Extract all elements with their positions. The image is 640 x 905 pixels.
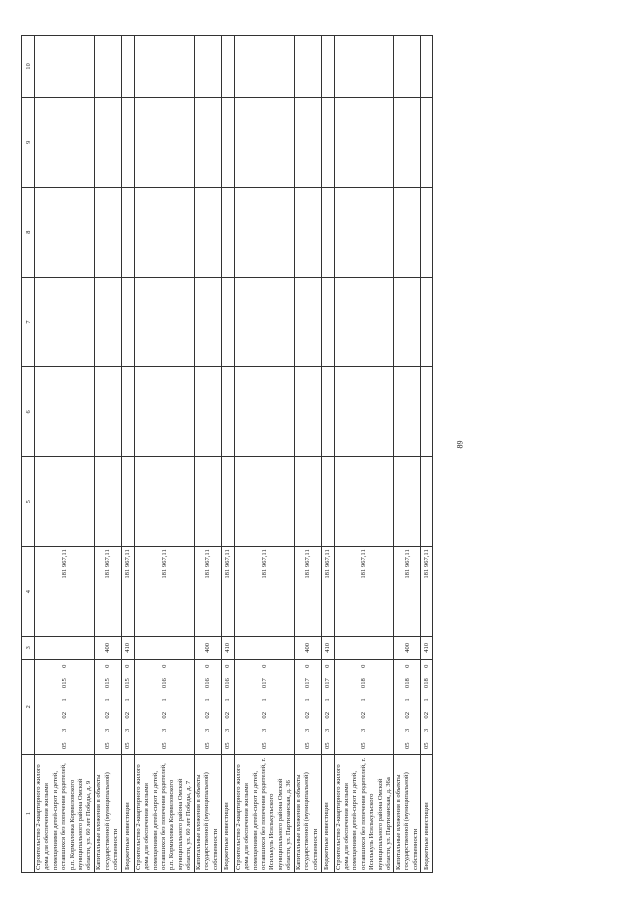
code-part: 015 — [60, 678, 68, 689]
code-part: 05 — [423, 742, 431, 750]
empty-cell — [394, 97, 421, 187]
code-part: 0 — [124, 664, 132, 668]
empty-cell — [421, 367, 433, 457]
code-part: 02 — [423, 711, 431, 719]
code-part: 05 — [104, 742, 112, 750]
code-part: 02 — [224, 711, 232, 719]
empty-cell — [321, 36, 334, 98]
empty-cell — [221, 97, 234, 187]
empty-cell — [234, 457, 294, 547]
row-type-code: 410 — [121, 637, 134, 659]
row-type-code: 410 — [221, 637, 234, 659]
code-part: 02 — [60, 711, 68, 719]
empty-cell — [321, 97, 334, 187]
empty-cell — [334, 97, 394, 187]
header-cell: 10 — [22, 36, 35, 98]
code-part: 3 — [60, 728, 68, 733]
row-amount: 181 967,11 — [334, 547, 394, 637]
code-part: 1 — [60, 698, 68, 702]
code-part: 1 — [124, 698, 132, 702]
empty-cell — [94, 277, 121, 367]
code-part: 05 — [160, 742, 168, 750]
empty-cell — [94, 457, 121, 547]
code-part: 1 — [360, 698, 368, 702]
code-part: 05 — [60, 742, 68, 750]
row-code-cell — [334, 659, 394, 754]
empty-cell — [121, 457, 134, 547]
row-amount: 181 967,11 — [294, 547, 321, 637]
code-part: 1 — [224, 698, 232, 702]
row-amount: 181 967,11 — [121, 547, 134, 637]
empty-cell — [421, 36, 433, 98]
row-amount: 181 967,11 — [194, 547, 221, 637]
row-code-cell — [221, 659, 234, 754]
code-part: 018 — [360, 678, 368, 689]
code-part: 3 — [160, 728, 168, 733]
table-row — [234, 36, 294, 873]
code-part: 0 — [260, 664, 268, 668]
table-row — [35, 36, 95, 873]
code-part: 0 — [304, 664, 312, 668]
empty-cell — [194, 36, 221, 98]
code-part: 05 — [360, 742, 368, 750]
code-part: 015 — [124, 678, 132, 689]
empty-cell — [194, 97, 221, 187]
empty-cell — [134, 36, 194, 98]
table-row — [334, 36, 394, 873]
empty-cell — [121, 187, 134, 277]
empty-cell — [334, 187, 394, 277]
empty-cell — [234, 97, 294, 187]
empty-cell — [294, 97, 321, 187]
empty-cell — [334, 457, 394, 547]
code-part: 05 — [324, 742, 332, 750]
row-type-code: 400 — [394, 637, 421, 659]
empty-cell — [35, 277, 95, 367]
row-code — [304, 662, 311, 752]
code-part: 0 — [324, 664, 332, 668]
empty-cell — [194, 367, 221, 457]
code-part: 0 — [204, 664, 212, 668]
empty-cell — [221, 36, 234, 98]
row-type-code: 400 — [94, 637, 121, 659]
code-part: 1 — [160, 698, 168, 702]
empty-cell — [121, 97, 134, 187]
empty-cell — [221, 277, 234, 367]
code-part: 3 — [124, 728, 132, 733]
empty-cell — [134, 277, 194, 367]
code-part: 3 — [423, 728, 431, 733]
empty-cell — [94, 187, 121, 277]
table-row — [94, 36, 121, 873]
row-name: Капитальные вложения в объекты государственной (муниципальной) собственности — [294, 755, 321, 873]
row-amount: 181 967,11 — [35, 547, 95, 637]
code-part: 0 — [160, 664, 168, 668]
empty-cell — [221, 457, 234, 547]
code-part: 02 — [304, 711, 312, 719]
row-code-cell — [94, 659, 121, 754]
code-part: 017 — [304, 678, 312, 689]
row-name: Бюджетные инвестиции — [121, 755, 134, 873]
empty-cell — [394, 277, 421, 367]
code-part: 02 — [204, 711, 212, 719]
row-code — [261, 662, 268, 752]
empty-cell — [221, 187, 234, 277]
empty-cell — [35, 187, 95, 277]
empty-cell — [294, 457, 321, 547]
row-code — [224, 662, 231, 752]
code-part: 015 — [104, 678, 112, 689]
row-code — [61, 662, 68, 752]
row-type-code — [35, 637, 95, 659]
code-part: 02 — [160, 711, 168, 719]
table-row — [394, 36, 421, 873]
row-type-code: 400 — [194, 637, 221, 659]
empty-cell — [35, 97, 95, 187]
table-row — [121, 36, 134, 873]
code-part: 02 — [104, 711, 112, 719]
code-part: 0 — [403, 664, 411, 668]
code-part: 3 — [403, 728, 411, 733]
empty-cell — [194, 277, 221, 367]
header-cell: 2 — [22, 659, 35, 754]
code-part: 3 — [260, 728, 268, 733]
code-part: 1 — [324, 698, 332, 702]
empty-cell — [334, 36, 394, 98]
code-part: 0 — [104, 664, 112, 668]
row-amount: 181 967,11 — [221, 547, 234, 637]
empty-cell — [134, 367, 194, 457]
empty-cell — [221, 367, 234, 457]
row-code-cell — [234, 659, 294, 754]
empty-cell — [94, 367, 121, 457]
row-amount: 181 967,11 — [421, 547, 433, 637]
code-part: 3 — [224, 728, 232, 733]
empty-cell — [134, 187, 194, 277]
row-code — [124, 662, 131, 752]
code-part: 02 — [124, 711, 132, 719]
code-part: 05 — [260, 742, 268, 750]
code-part: 018 — [403, 678, 411, 689]
empty-cell — [334, 367, 394, 457]
empty-cell — [421, 187, 433, 277]
code-part: 016 — [204, 678, 212, 689]
empty-cell — [234, 36, 294, 98]
code-part: 3 — [360, 728, 368, 733]
header-row — [22, 36, 35, 873]
row-type-code — [234, 637, 294, 659]
code-part: 05 — [204, 742, 212, 750]
header-cell: 9 — [22, 97, 35, 187]
table-body — [35, 36, 433, 873]
row-code-cell — [194, 659, 221, 754]
budget-table — [21, 35, 433, 873]
empty-cell — [234, 187, 294, 277]
page-number: 89 — [455, 440, 465, 449]
code-part: 02 — [403, 711, 411, 719]
code-part: 1 — [204, 698, 212, 702]
row-code-cell — [35, 659, 95, 754]
code-part: 0 — [360, 664, 368, 668]
row-name: Капитальные вложения в объекты государственной (муниципальной) собственности — [394, 755, 421, 873]
row-code — [423, 662, 430, 752]
row-code — [161, 662, 168, 752]
empty-cell — [35, 36, 95, 98]
row-code — [360, 662, 367, 752]
code-part: 3 — [304, 728, 312, 733]
code-part: 02 — [324, 711, 332, 719]
empty-cell — [421, 457, 433, 547]
empty-cell — [294, 36, 321, 98]
code-part: 1 — [260, 698, 268, 702]
empty-cell — [94, 97, 121, 187]
row-code — [104, 662, 111, 752]
code-part: 0 — [60, 664, 68, 668]
code-part: 1 — [104, 698, 112, 702]
code-part: 017 — [260, 678, 268, 689]
empty-cell — [421, 277, 433, 367]
table-row — [194, 36, 221, 873]
empty-cell — [94, 36, 121, 98]
empty-cell — [294, 367, 321, 457]
code-part: 1 — [304, 698, 312, 702]
code-part: 0 — [423, 664, 431, 668]
empty-cell — [121, 277, 134, 367]
table-row — [221, 36, 234, 873]
empty-cell — [294, 187, 321, 277]
header-cell: 6 — [22, 367, 35, 457]
table-row — [294, 36, 321, 873]
table-row — [321, 36, 334, 873]
row-amount: 181 967,11 — [321, 547, 334, 637]
row-type-code: 410 — [421, 637, 433, 659]
empty-cell — [121, 367, 134, 457]
header-cell: 4 — [22, 547, 35, 637]
empty-cell — [421, 97, 433, 187]
empty-cell — [321, 187, 334, 277]
empty-cell — [394, 36, 421, 98]
empty-cell — [234, 367, 294, 457]
table-row — [134, 36, 194, 873]
row-name: Капитальные вложения в объекты государственной (муниципальной) собственности — [94, 755, 121, 873]
empty-cell — [394, 187, 421, 277]
table-row — [421, 36, 433, 873]
empty-cell — [194, 457, 221, 547]
code-part: 1 — [403, 698, 411, 702]
row-code-cell — [394, 659, 421, 754]
empty-cell — [121, 36, 134, 98]
row-name: Строительство 2-квартирного жилого дома для обеспечения жилыми помещениями детей-сирот и детей, оставшихся без попечения родителей, р.п. Кормиловка Кормиловского муниципального района Омской области, ул. 60 лет Победы, д. 9 — [35, 755, 95, 873]
code-part: 017 — [324, 678, 332, 689]
code-part: 02 — [360, 711, 368, 719]
row-name: Строительство 2-квартирного жилого дома для обеспечения жилыми помещениями детей-сирот и детей, оставшихся без попечения родителей, г. Исилькуль Исилькульского муниципального района Омской области, ул. Партизанская, д. 36 — [234, 755, 294, 873]
header-cell: 8 — [22, 187, 35, 277]
row-type-code — [134, 637, 194, 659]
row-name: Бюджетные инвестиции — [221, 755, 234, 873]
code-part: 05 — [124, 742, 132, 750]
empty-cell — [321, 277, 334, 367]
row-name: Строительство 2-квартирного жилого дома для обеспечения жилыми помещениями детей-сирот и детей, оставшихся без попечения родителей, г. Исилькуль Исилькульского муниципального района Омской области, ул. Партизанская, д. 36а — [334, 755, 394, 873]
code-part: 018 — [423, 678, 431, 689]
row-type-code — [334, 637, 394, 659]
row-code — [404, 662, 411, 752]
empty-cell — [234, 277, 294, 367]
header-cell: 7 — [22, 277, 35, 367]
code-part: 3 — [324, 728, 332, 733]
code-part: 05 — [224, 742, 232, 750]
code-part: 1 — [423, 698, 431, 702]
empty-cell — [321, 367, 334, 457]
empty-cell — [394, 367, 421, 457]
empty-cell — [134, 97, 194, 187]
empty-cell — [321, 457, 334, 547]
row-code — [204, 662, 211, 752]
row-code-cell — [134, 659, 194, 754]
empty-cell — [134, 457, 194, 547]
code-part: 05 — [304, 742, 312, 750]
code-part: 016 — [160, 678, 168, 689]
row-code — [324, 662, 331, 752]
row-code-cell — [321, 659, 334, 754]
header-cell: 1 — [22, 755, 35, 873]
empty-cell — [35, 457, 95, 547]
code-part: 0 — [224, 664, 232, 668]
code-part: 02 — [260, 711, 268, 719]
code-part: 05 — [403, 742, 411, 750]
empty-cell — [334, 277, 394, 367]
row-amount: 181 967,11 — [394, 547, 421, 637]
code-part: 3 — [204, 728, 212, 733]
empty-cell — [394, 457, 421, 547]
row-type-code: 410 — [321, 637, 334, 659]
empty-cell — [35, 367, 95, 457]
row-name: Строительство 2-квартирного жилого дома для обеспечения жилыми помещениями детей-сирот и детей, оставшихся без попечения родителей, р.п. Кормиловка Кормиловского муниципального района Омской области, ул. 60 лет Победы, д. 7 — [134, 755, 194, 873]
code-part: 016 — [224, 678, 232, 689]
row-code-cell — [421, 659, 433, 754]
row-type-code: 400 — [294, 637, 321, 659]
row-amount: 181 967,11 — [234, 547, 294, 637]
row-code-cell — [121, 659, 134, 754]
row-name: Капитальные вложения в объекты государственной (муниципальной) собственности — [194, 755, 221, 873]
rotated-table-container — [21, 35, 461, 873]
empty-cell — [294, 277, 321, 367]
row-code-cell — [294, 659, 321, 754]
row-name: Бюджетные инвестиции — [421, 755, 433, 873]
header-cell: 3 — [22, 637, 35, 659]
row-amount: 181 967,11 — [94, 547, 121, 637]
code-part: 3 — [104, 728, 112, 733]
header-cell: 5 — [22, 457, 35, 547]
row-name: Бюджетные инвестиции — [321, 755, 334, 873]
empty-cell — [194, 187, 221, 277]
row-amount: 181 967,11 — [134, 547, 194, 637]
